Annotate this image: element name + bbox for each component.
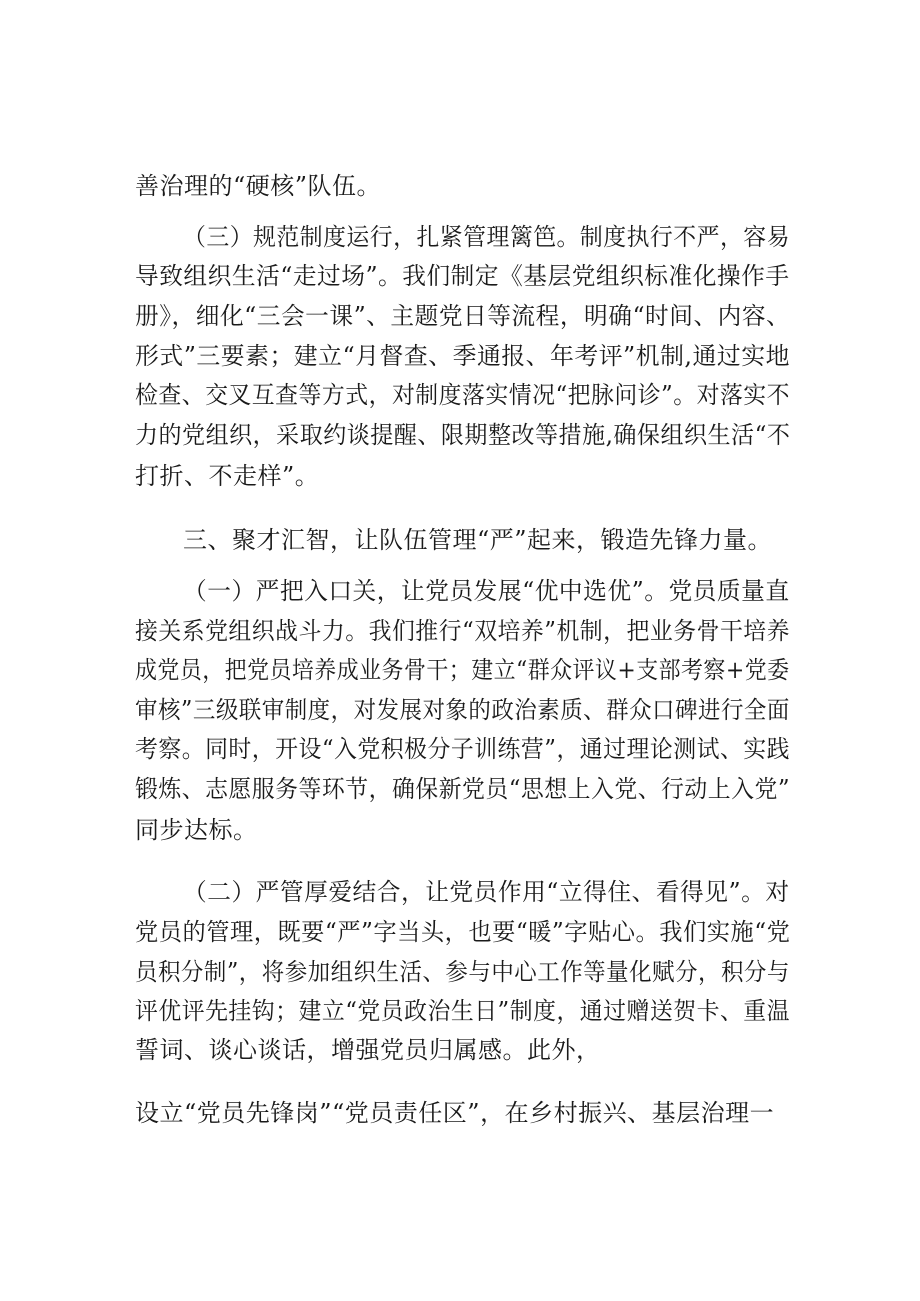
text-line: 善治理的“硬核”队伍。 <box>135 172 382 200</box>
text-line: 接关系党组织战斗力。我们推行“双培养”机制，把业务骨干培养 <box>135 617 791 645</box>
section-3-2-heading-line: （二）严管厚爱结合，让党员作用“立得住、看得见”。对 <box>183 878 790 906</box>
text-line: 力的党组织，采取约谈提醒、限期整改等措施,确保组织生活“不 <box>135 421 791 449</box>
text-line: 审核”三级联审制度，对发展对象的政治素质、群众口碑进行全面 <box>135 696 790 724</box>
text-line: 成党员，把党员培养成业务骨干；建立“群众评议+支部考察+党委 <box>135 656 790 684</box>
text-line: 考察。同时，开设“入党积极分子训练营”，通过理论测试、实践 <box>135 735 791 763</box>
section-3-heading: 三、聚才汇智，让队伍管理“严”起来，锻造先锋力量。 <box>183 526 773 554</box>
text-line: 设立“党员先锋岗”“党员责任区”，在乡村振兴、基层治理一 <box>135 1099 775 1127</box>
section-3-3-heading-line: （三）规范制度运行，扎紧管理篱笆。制度执行不严，容易 <box>183 223 790 251</box>
text-line: 检查、交叉互查等方式，对制度落实情况“把脉问诊”。对落实不 <box>135 381 791 409</box>
section-3-1-heading-line: （一）严把入口关，让党员发展“优中选优”。党员质量直 <box>183 577 790 605</box>
text-line: 册》，细化“三会一课”、主题党日等流程，明确“时间、内容、 <box>135 302 791 330</box>
text-line: 党员的管理，既要“严”字当头，也要“暖”字贴心。我们实施“党 <box>135 918 791 946</box>
text-line: 员积分制”，将参加组织生活、参与中心工作等量化赋分，积分与 <box>135 958 790 986</box>
text-line: 锻炼、志愿服务等环节，确保新党员“思想上入党、行动上入党” <box>135 775 791 803</box>
text-line: 形式”三要素；建立“月督查、季通报、年考评”机制,通过实地 <box>135 342 790 370</box>
text-line: 同步达标。 <box>135 816 258 844</box>
text-line: 评优评先挂钩；建立“党员政治生日”制度，通过赠送贺卡、重温 <box>135 997 791 1025</box>
text-line: 誓词、谈心谈话，增强党员归属感。此外， <box>135 1036 601 1064</box>
text-line: 打折、不走样”。 <box>135 462 320 490</box>
text-line: 导致组织生活“走过场”。我们制定《基层党组织标准化操作手 <box>135 262 790 290</box>
